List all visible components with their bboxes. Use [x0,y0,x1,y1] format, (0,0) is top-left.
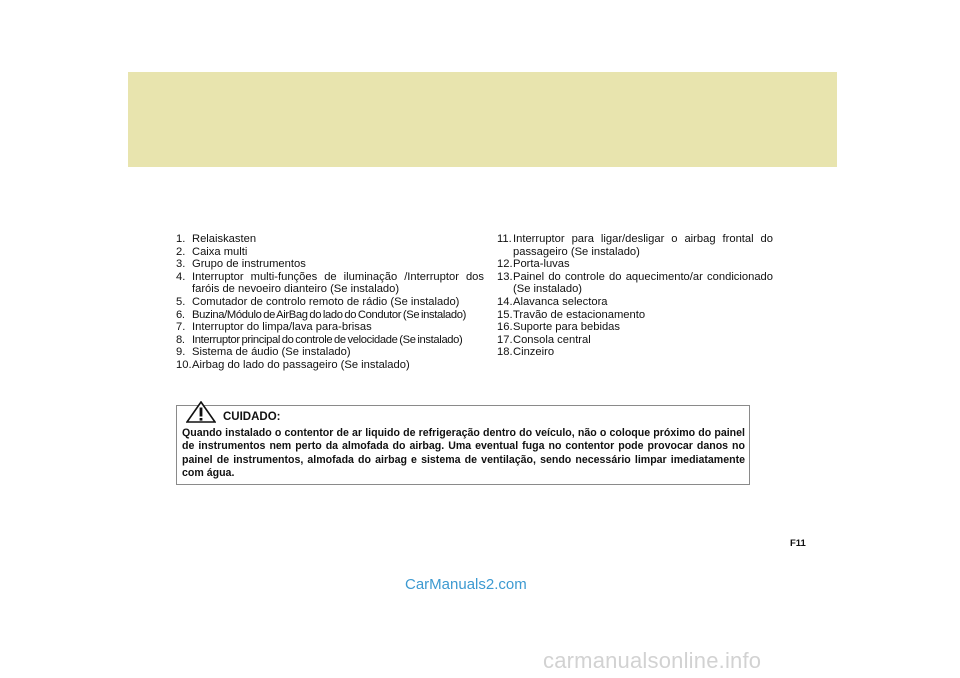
list-item: 13. Painel do controle do aquecimento/ar condicionado (Se instalado) [497,270,773,296]
page-number: F11 [790,538,806,549]
list-item: 3. Grupo de instrumentos [176,258,306,271]
list-item: 15. Travão de estacionamento [497,308,646,321]
list-item: 5. Comutador de controlo remoto de rádio (Se instalado) [176,295,460,308]
list-item: 4. Interruptor multi-funções de iluminação /Interruptor dos faróis de nevoeiro dianteiro (Se instalado) [176,270,484,296]
list-item: 1. Relaiskasten [176,233,257,245]
list-item: 2. Caixa multi [176,245,248,258]
list-item: 11. Interruptor para ligar/desligar o airbag frontal do passageiro (Se instalado) [497,233,773,258]
list-item: 9. Sistema de áudio (Se instalado) [176,346,351,359]
carmanuals-link[interactable]: CarManuals2.com [405,576,527,593]
caution-text: Quando instalado o contentor de ar liquido de refrigeração dentro do veículo, não o coloque próximo do painel de instrumentos nem perto da almofada do airbag. Uma eventual fuga no contentor pode provocar danos no painel de instrumentos, almofada do airbag e sistema de ventilação, sendo necessário limpar imediatamente com água. [182,427,745,479]
caution-title: CUIDADO: [223,411,281,423]
list-item: 14. Alavanca selectora [497,295,608,308]
list-item: 10. Airbag do lado do passageiro (Se instalado) [176,358,410,371]
warning-triangle-icon [186,401,216,423]
watermark-text: carmanualsonline.info [543,648,762,673]
list-item: 17. Consola central [497,333,591,346]
list-item: 7. Interruptor do limpa/lava para-brisas [176,321,372,334]
caution-box [176,405,750,485]
header-banner [128,72,837,167]
component-list-left [176,233,484,372]
list-item: 12. Porta-luvas [497,258,570,271]
list-item: 6. Buzina/Módulo de AirBag do lado do Condutor (Se instalado) [176,308,466,321]
list-item: 8. Interruptor principal do controle de velocidade (Se instalado) [176,333,463,346]
component-list-right [497,233,773,359]
list-item: 18. Cinzeiro [497,346,555,359]
list-item: 16. Suporte para bebidas [497,321,620,334]
